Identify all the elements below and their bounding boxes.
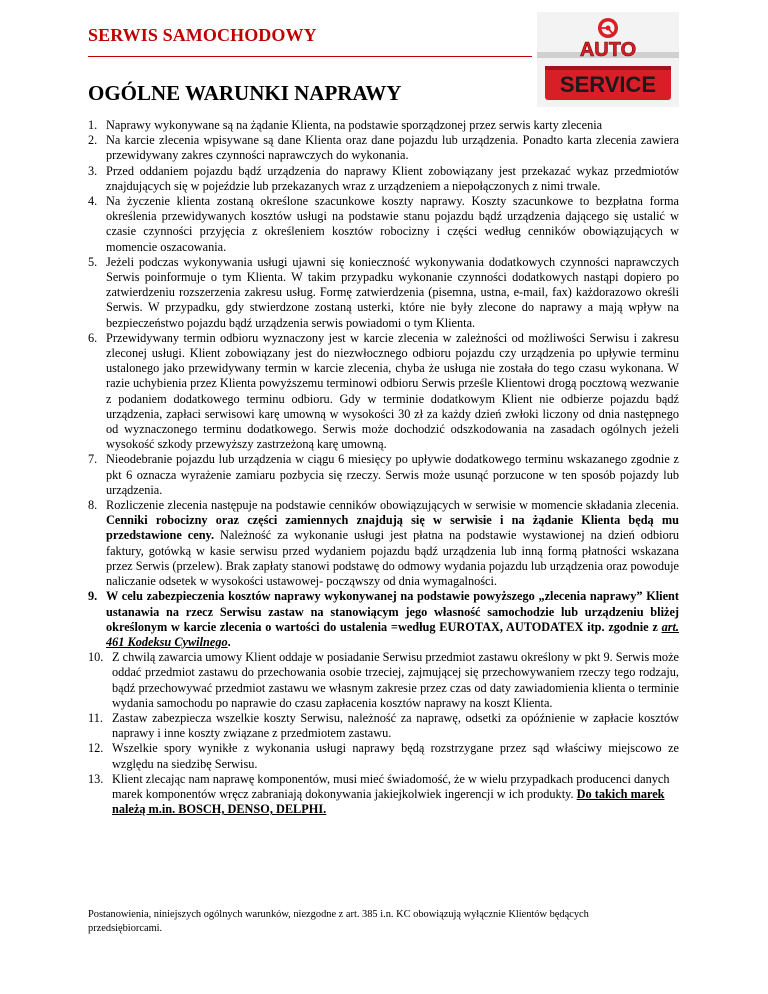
document-title: OGÓLNE WARUNKI NAPRAWY [88, 81, 402, 105]
pricelist-notice: Cenniki robocizny oraz części zamiennych znajdują się w serwisie i na żądanie Klienta będą mu przedstawione ceny. [106, 513, 679, 543]
term-item-5: 5. Jeżeli podczas wykonywania usługi ujawni się konieczność wykonywania dodatkowych czynności naprawczych Serwis poinformuje o tym Klienta. W takim przypadku wykonanie czynności dodatkowych nastąpi dopiero po zatwierdzeniu rozszerzenia zakresu usług. Formę zatwierdzenia (pisemna, ustna, e-mail, fax) każdorazowo określi Serwis. W przypadku, gdy stwierdzone zostaną usterki, które nie były zlecone do naprawy a mają wpływ na bezpieczeństwo pojazdu bądź urządzenia serwis powiadomi o tym Klienta. [88, 254, 679, 330]
term-item-10: 10. Z chwilą zawarcia umowy Klient oddaje w posiadanie Serwisu przedmiot zastawu określony w pkt 9. Serwis może oddać przedmiot zastawu do przechowania osobie trzeciej, zajmującej się przechowywaniem rzeczy tego rodzaju, bądź przechowywać przedmiot zastawu we własnym zakresie przez czas od daty zawiadomienia klienta o terminie wydania samochodu po naprawie do czasu zapłacenia kosztów naprawy na koszt Klienta. [88, 650, 679, 710]
term-item-1: 1. Naprawy wykonywane są na żądanie Klienta, na podstawie sporządzonej przez serwis karty zlecenia [88, 118, 603, 132]
term-item-7: 7. Nieodebranie pojazdu lub urządzenia w ciągu 6 miesięcy po upływie dodatkowego terminu wskazanego zgodnie z pkt 6 oznacza wyrażenie zamiaru pozbycia się rzeczy. Serwis może usunąć porzucone w ten sposób pojazdy lub urządzenia. [88, 452, 679, 497]
auto-service-logo [537, 12, 679, 107]
term-item-3: 3. Przed oddaniem pojazdu bądź urządzenia do naprawy Klient zobowiązany jest przekazać wykaz przedmiotów znajdujących się w pojeździe lub przekazanych wraz z urządzeniem a niepołączonych z nimi trwale. [88, 163, 679, 193]
term-item-9: 9. W celu zabezpieczenia kosztów naprawy wykonywanej na podstawie powyższego „zlecenia naprawy” Klient ustanawia na rzecz Serwisu zastaw na stanowiącym jego własność samochodzie lub urządzeniu bliżej określonym w karcie zlecenia o wartości do ustalenia =według EUROTAX, AUTODATEX itp. zgodnie z art. 461 Kodeksu Cywilnego. [88, 589, 679, 649]
logo-service-text: SERVICE [559, 72, 657, 97]
term-item-2: 2. Na karcie zlecenia wpisywane są dane Klienta oraz dane pojazdu lub urządzenia. Ponadto karta zlecenia zawiera przewidywany zakres czynności naprawczych do wykonania. [88, 133, 679, 163]
term-item-4: 4. Na życzenie klienta zostaną określone szacunkowe koszty naprawy. Koszty szacunkowe to bezpłatna forma określenia przewidywanych kosztów usługi na podstawie stanu pojazdu bądź urządzenia dającego się ustalić w czasie czynności przyjęcia z określeniem kosztów robocizny i części według cenników obowiązujących w momencie oszacowania. [88, 194, 679, 254]
term-item-13: 13. Klient zlecając nam naprawę komponentów, musi mieć świadomość, że w wielu przypadkach producenci danych marek komponentów wręcz zabraniają dokonywania jakiejkolwiek ingerencji w ich produkty. Do takich marek należą m.in. BOSCH, DENSO, DELPHI. [88, 771, 670, 817]
term-item-12: 12. Wszelkie spory wynikłe z wykonania usługi naprawy będą rozstrzygane przez sąd właściwy miejscowo ze względu na siedzibę Serwisu. [88, 741, 679, 771]
brands-notice: Do takich marek należą m.in. BOSCH, DENSO, DELPHI. [112, 786, 665, 817]
header-divider [88, 56, 532, 57]
term-item-8: 8. Rozliczenie zlecenia następuje na podstawie cenników obowiązujących w serwisie w momencie składania zlecenia. Cenniki robocizny oraz części zamiennych znajdują się w serwisie i na żądanie Klienta będą mu przedstawione ceny. Należność za wykonanie usługi jest płatna na podstawie wystawionej na dzień odbioru faktury, gotówką w kasie serwisu przed wydaniem pojazdu bądź urządzenia lub inną formą płatności wskazana przez Serwis (przelew). Brak zapłaty stanowi podstawę do odmowy wydania pojazdu lub urządzenia oraz powoduje naliczanie odsetek w wysokości ustawowej- począwszy od dnia wymagalności. [88, 498, 679, 589]
footnote: Postanowienia, niniejszych ogólnych warunków, niezgodne z art. 385 i.n. KC obowiązują wyłącznie Klientów będących przedsiębiorcami. [88, 909, 589, 934]
civil-code-link[interactable]: art. 461 Kodeksu Cywilnego [106, 619, 679, 649]
terms-list [88, 118, 679, 817]
term-item-6: 6. Przewidywany termin odbioru wyznaczony jest w karcie zlecenia w zależności od możliwości Serwisu i zakresu zleconej usługi. Klient zobowiązany jest do niezwłocznego odbioru pojazdu czy urządzenia po upływie terminu ustalonego jako przewidywany termin w karcie zlecenia, chyba że usługa nie została do tego czasu wykonana. W razie uchybienia przez Klienta powyższemu terminowi odbioru Serwis prześle Klientowi drogą pocztową wezwanie z podaniem dodatkowego terminu odbioru. Gdy w terminie dodatkowym Klient nie odbierze pojazdu bądź urządzenia, zapłaci serwisowi karę umowną w wysokości 30 zł za każdy dzień zwłoki liczony od dnia następnego od wyznaczonego terminu dodatkowego. Serwis może dochodzić odszkodowania na zasadach ogólnych jeżeli wysokość szkody przewyższy zastrzeżoną karę umowną. [88, 330, 679, 452]
logo-auto-text: AUTO [579, 39, 637, 61]
header-title: SERWIS SAMOCHODOWY [88, 25, 317, 45]
term-item-11: 11. Zastaw zabezpiecza wszelkie koszty Serwisu, należność za naprawę, odsetki za opóźnienie w zapłacie kosztów naprawy i inne koszty związane z przedmiotem zastawu. [88, 710, 679, 741]
